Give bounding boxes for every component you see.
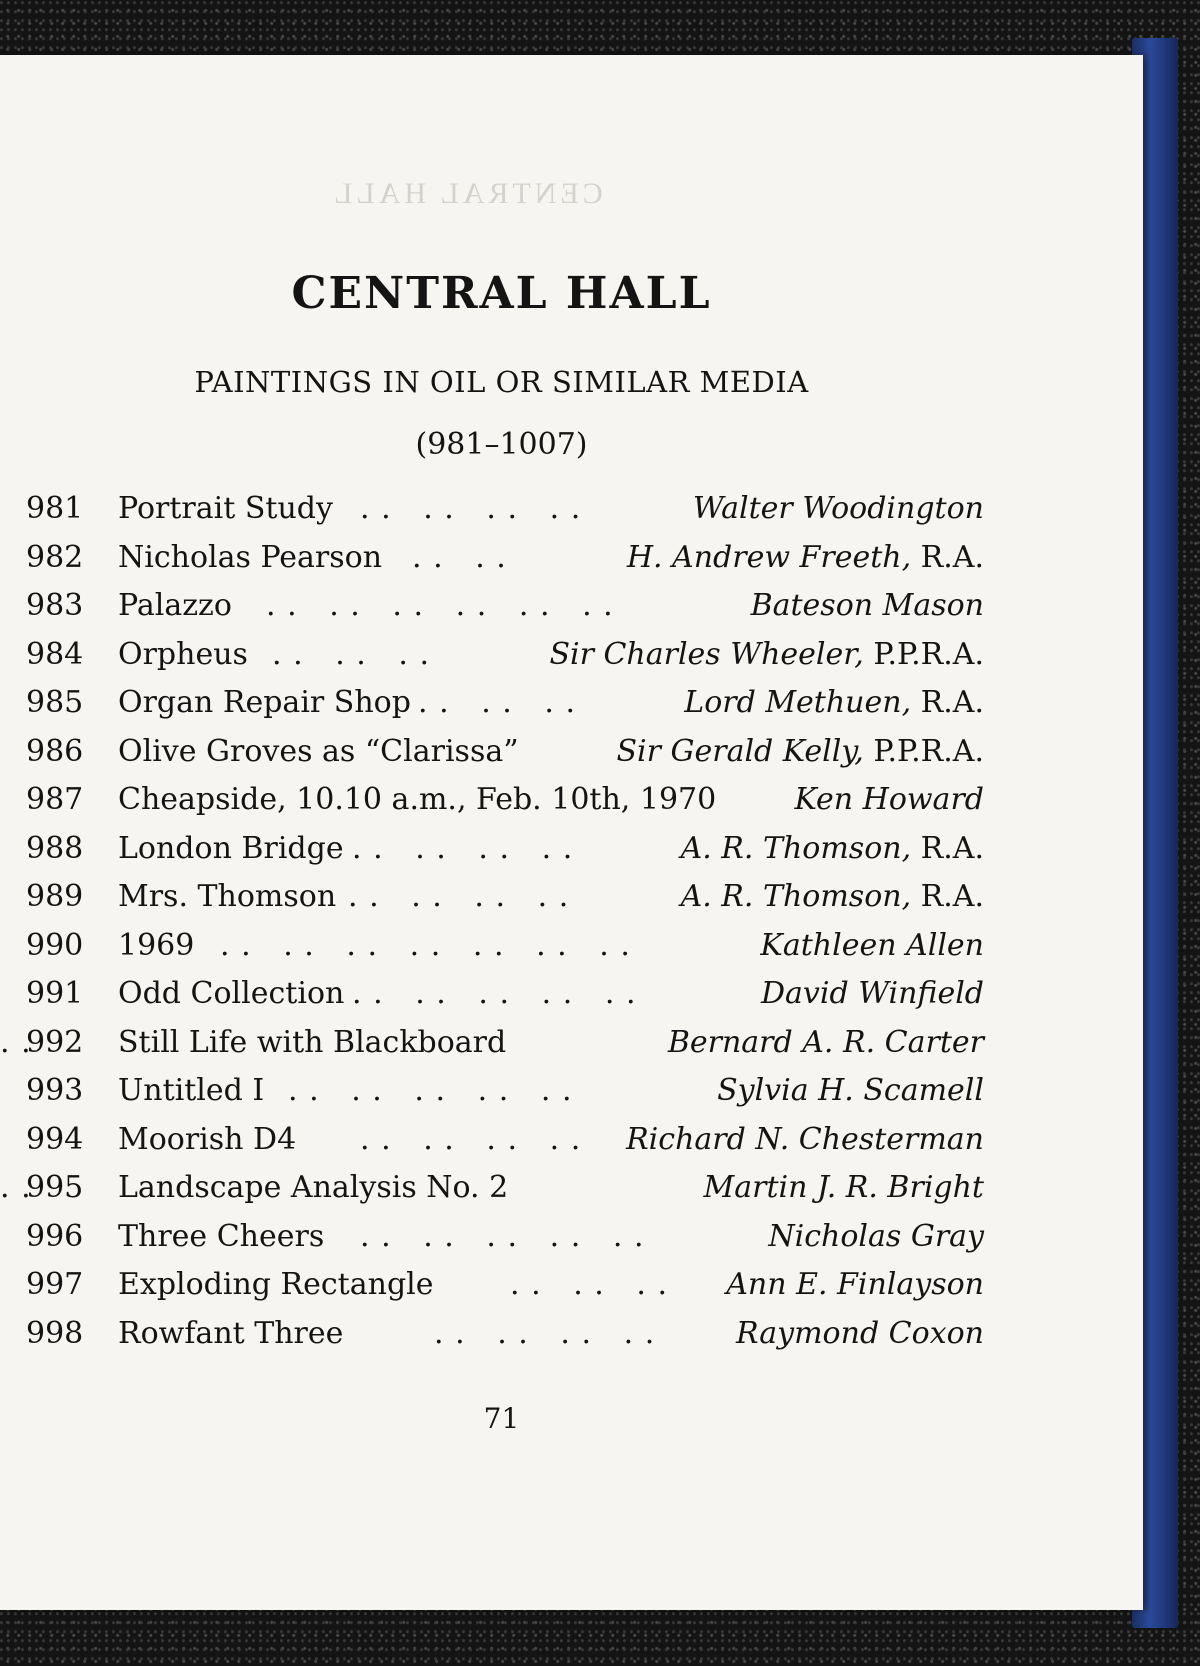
- entry-number: 994: [26, 1122, 84, 1157]
- artist-honours: P.P.R.A.: [863, 734, 984, 769]
- section-subtitle: PAINTINGS IN OIL OR SIMILAR MEDIA: [194, 365, 809, 399]
- entry-title: Palazzo: [118, 588, 232, 623]
- entry-number: 989: [26, 879, 84, 914]
- entry-number: 995: [26, 1170, 84, 1205]
- page-title: CENTRAL HALL: [291, 268, 712, 319]
- artist-name: A. R. Thomson,: [680, 879, 912, 914]
- artist-name: Raymond Coxon: [736, 1316, 984, 1351]
- catalogue-entry: [0, 1261, 1143, 1309]
- entry-number: 996: [26, 1219, 84, 1254]
- entry-artist: [549, 631, 984, 679]
- entry-number: 983: [26, 588, 84, 623]
- catalogue-entry: [0, 1164, 1143, 1212]
- artist-honours: R.A.: [911, 879, 984, 914]
- leader-dots: . . . . . . . . . .: [288, 1073, 573, 1108]
- page-number: 71: [483, 1402, 520, 1435]
- artist-name: Sir Charles Wheeler,: [549, 637, 864, 672]
- entry-number: 990: [26, 928, 84, 963]
- entry-title: Exploding Rectangle: [118, 1267, 434, 1302]
- entry-artist: [704, 1164, 984, 1212]
- catalogue-entry: [0, 485, 1143, 533]
- artist-honours: P.P.R.A.: [863, 637, 984, 672]
- leader-dots: . .: [0, 1170, 32, 1205]
- leader-dots: . . . . . . . .: [360, 491, 582, 526]
- entry-artist: [681, 873, 984, 921]
- catalogue-entry: [0, 534, 1143, 582]
- entry-title: Mrs. Thomson: [118, 879, 337, 914]
- leader-dots: . .: [0, 1025, 32, 1060]
- leader-dots: . . . . . .: [418, 685, 577, 720]
- catalogue-entry: [0, 582, 1143, 630]
- artist-name: Nicholas Gray: [768, 1219, 984, 1254]
- catalogue-page: [0, 55, 1143, 1610]
- catalogue-entry: [0, 1067, 1143, 1115]
- entry-number: 988: [26, 831, 84, 866]
- entry-artist: [668, 1019, 984, 1067]
- entry-number: 997: [26, 1267, 84, 1302]
- leader-dots: . . . . . . . . . . . .: [266, 588, 614, 623]
- leader-dots: . . . . . . . .: [348, 879, 570, 914]
- artist-name: Martin J. R. Bright: [703, 1170, 984, 1205]
- entry-title: Odd Collection: [118, 976, 345, 1011]
- entry-title: Landscape Analysis No. 2: [118, 1170, 509, 1205]
- entry-artist: [794, 776, 984, 824]
- catalogue-entry: [0, 922, 1143, 970]
- leader-dots: . . . . . . . . . .: [352, 976, 637, 1011]
- entry-number: 993: [26, 1073, 84, 1108]
- catalogue-entry: [0, 873, 1143, 921]
- artist-name: Ann E. Finlayson: [726, 1267, 984, 1302]
- artist-honours: R.A.: [911, 540, 984, 575]
- artist-name: A. R. Thomson,: [680, 831, 912, 866]
- catalogue-range: (981–1007): [415, 427, 588, 462]
- catalogue-entry: [0, 631, 1143, 679]
- entry-title: Untitled I: [118, 1073, 265, 1108]
- entry-title: Moorish D4: [118, 1122, 297, 1157]
- entry-title: Still Life with Blackboard: [118, 1025, 507, 1060]
- entry-number: 991: [26, 976, 84, 1011]
- entry-artist: [626, 1116, 984, 1164]
- leader-dots: . . . .: [412, 540, 507, 575]
- leader-dots: . . . . . . . . . .: [360, 1219, 645, 1254]
- entry-artist: [717, 1067, 984, 1115]
- artist-name: Walter Woodington: [692, 491, 984, 526]
- leader-dots: . . . . . . . .: [352, 831, 574, 866]
- artist-name: Sylvia H. Scamell: [717, 1073, 984, 1108]
- entry-number: 992: [26, 1025, 84, 1060]
- artist-name: Kathleen Allen: [760, 928, 984, 963]
- entry-title: Portrait Study: [118, 491, 333, 526]
- entry-artist: [726, 1261, 984, 1309]
- entry-title: Olive Groves as “Clarissa”: [118, 734, 519, 769]
- entry-artist: [768, 1213, 984, 1261]
- entry-title: Orpheus: [118, 637, 248, 672]
- leader-dots: . . . . . . . .: [360, 1122, 582, 1157]
- artist-name: Bateson Mason: [750, 588, 984, 623]
- entry-title: Rowfant Three: [118, 1316, 344, 1351]
- artist-name: Sir Gerald Kelly,: [616, 734, 864, 769]
- entry-number: 986: [26, 734, 84, 769]
- entry-number: 987: [26, 782, 84, 817]
- artist-name: Ken Howard: [794, 782, 984, 817]
- entry-title: Organ Repair Shop: [118, 685, 411, 720]
- entry-artist: [751, 582, 984, 630]
- entry-artist: [681, 825, 984, 873]
- catalogue-entry: [0, 1019, 1143, 1067]
- entry-title: Three Cheers: [118, 1219, 325, 1254]
- entry-number: 981: [26, 491, 84, 526]
- leader-dots: . . . . . .: [272, 637, 431, 672]
- entry-number: 985: [26, 685, 84, 720]
- catalogue-entry: [0, 1310, 1143, 1358]
- artist-name: H. Andrew Freeth,: [626, 540, 912, 575]
- show-through-text: CENTRAL HALL: [330, 177, 603, 210]
- leader-dots: . . . . . . . . . . . . . .: [220, 928, 631, 963]
- entry-artist: [693, 485, 984, 533]
- catalogue-entry: [0, 1213, 1143, 1261]
- entry-artist: [736, 1310, 984, 1358]
- artist-honours: R.A.: [911, 831, 984, 866]
- artist-name: Richard N. Chesterman: [626, 1122, 984, 1157]
- artist-honours: R.A.: [911, 685, 984, 720]
- entry-title: Nicholas Pearson: [118, 540, 383, 575]
- catalogue-entry: [0, 776, 1143, 824]
- leader-dots: . . . . . . . .: [434, 1316, 656, 1351]
- entry-artist: [627, 534, 984, 582]
- entry-number: 998: [26, 1316, 84, 1351]
- artist-name: Lord Methuen,: [684, 685, 912, 720]
- leader-dots: . . . . . .: [510, 1267, 669, 1302]
- entry-title: Cheapside, 10.10 a.m., Feb. 10th, 1970: [118, 782, 717, 817]
- catalogue-entry: [0, 970, 1143, 1018]
- entry-number: 984: [26, 637, 84, 672]
- catalogue-entry: [0, 825, 1143, 873]
- entry-artist: [616, 728, 984, 776]
- entry-artist: [760, 922, 984, 970]
- catalogue-entry: [0, 1116, 1143, 1164]
- artist-name: Bernard A. R. Carter: [667, 1025, 984, 1060]
- entry-number: 982: [26, 540, 84, 575]
- artist-name: David Winfield: [760, 976, 984, 1011]
- entry-title: London Bridge: [118, 831, 344, 866]
- entry-artist: [684, 679, 984, 727]
- catalogue-entry: [0, 679, 1143, 727]
- entry-title: 1969: [118, 928, 195, 963]
- entry-artist: [761, 970, 984, 1018]
- catalogue-entry: [0, 728, 1143, 776]
